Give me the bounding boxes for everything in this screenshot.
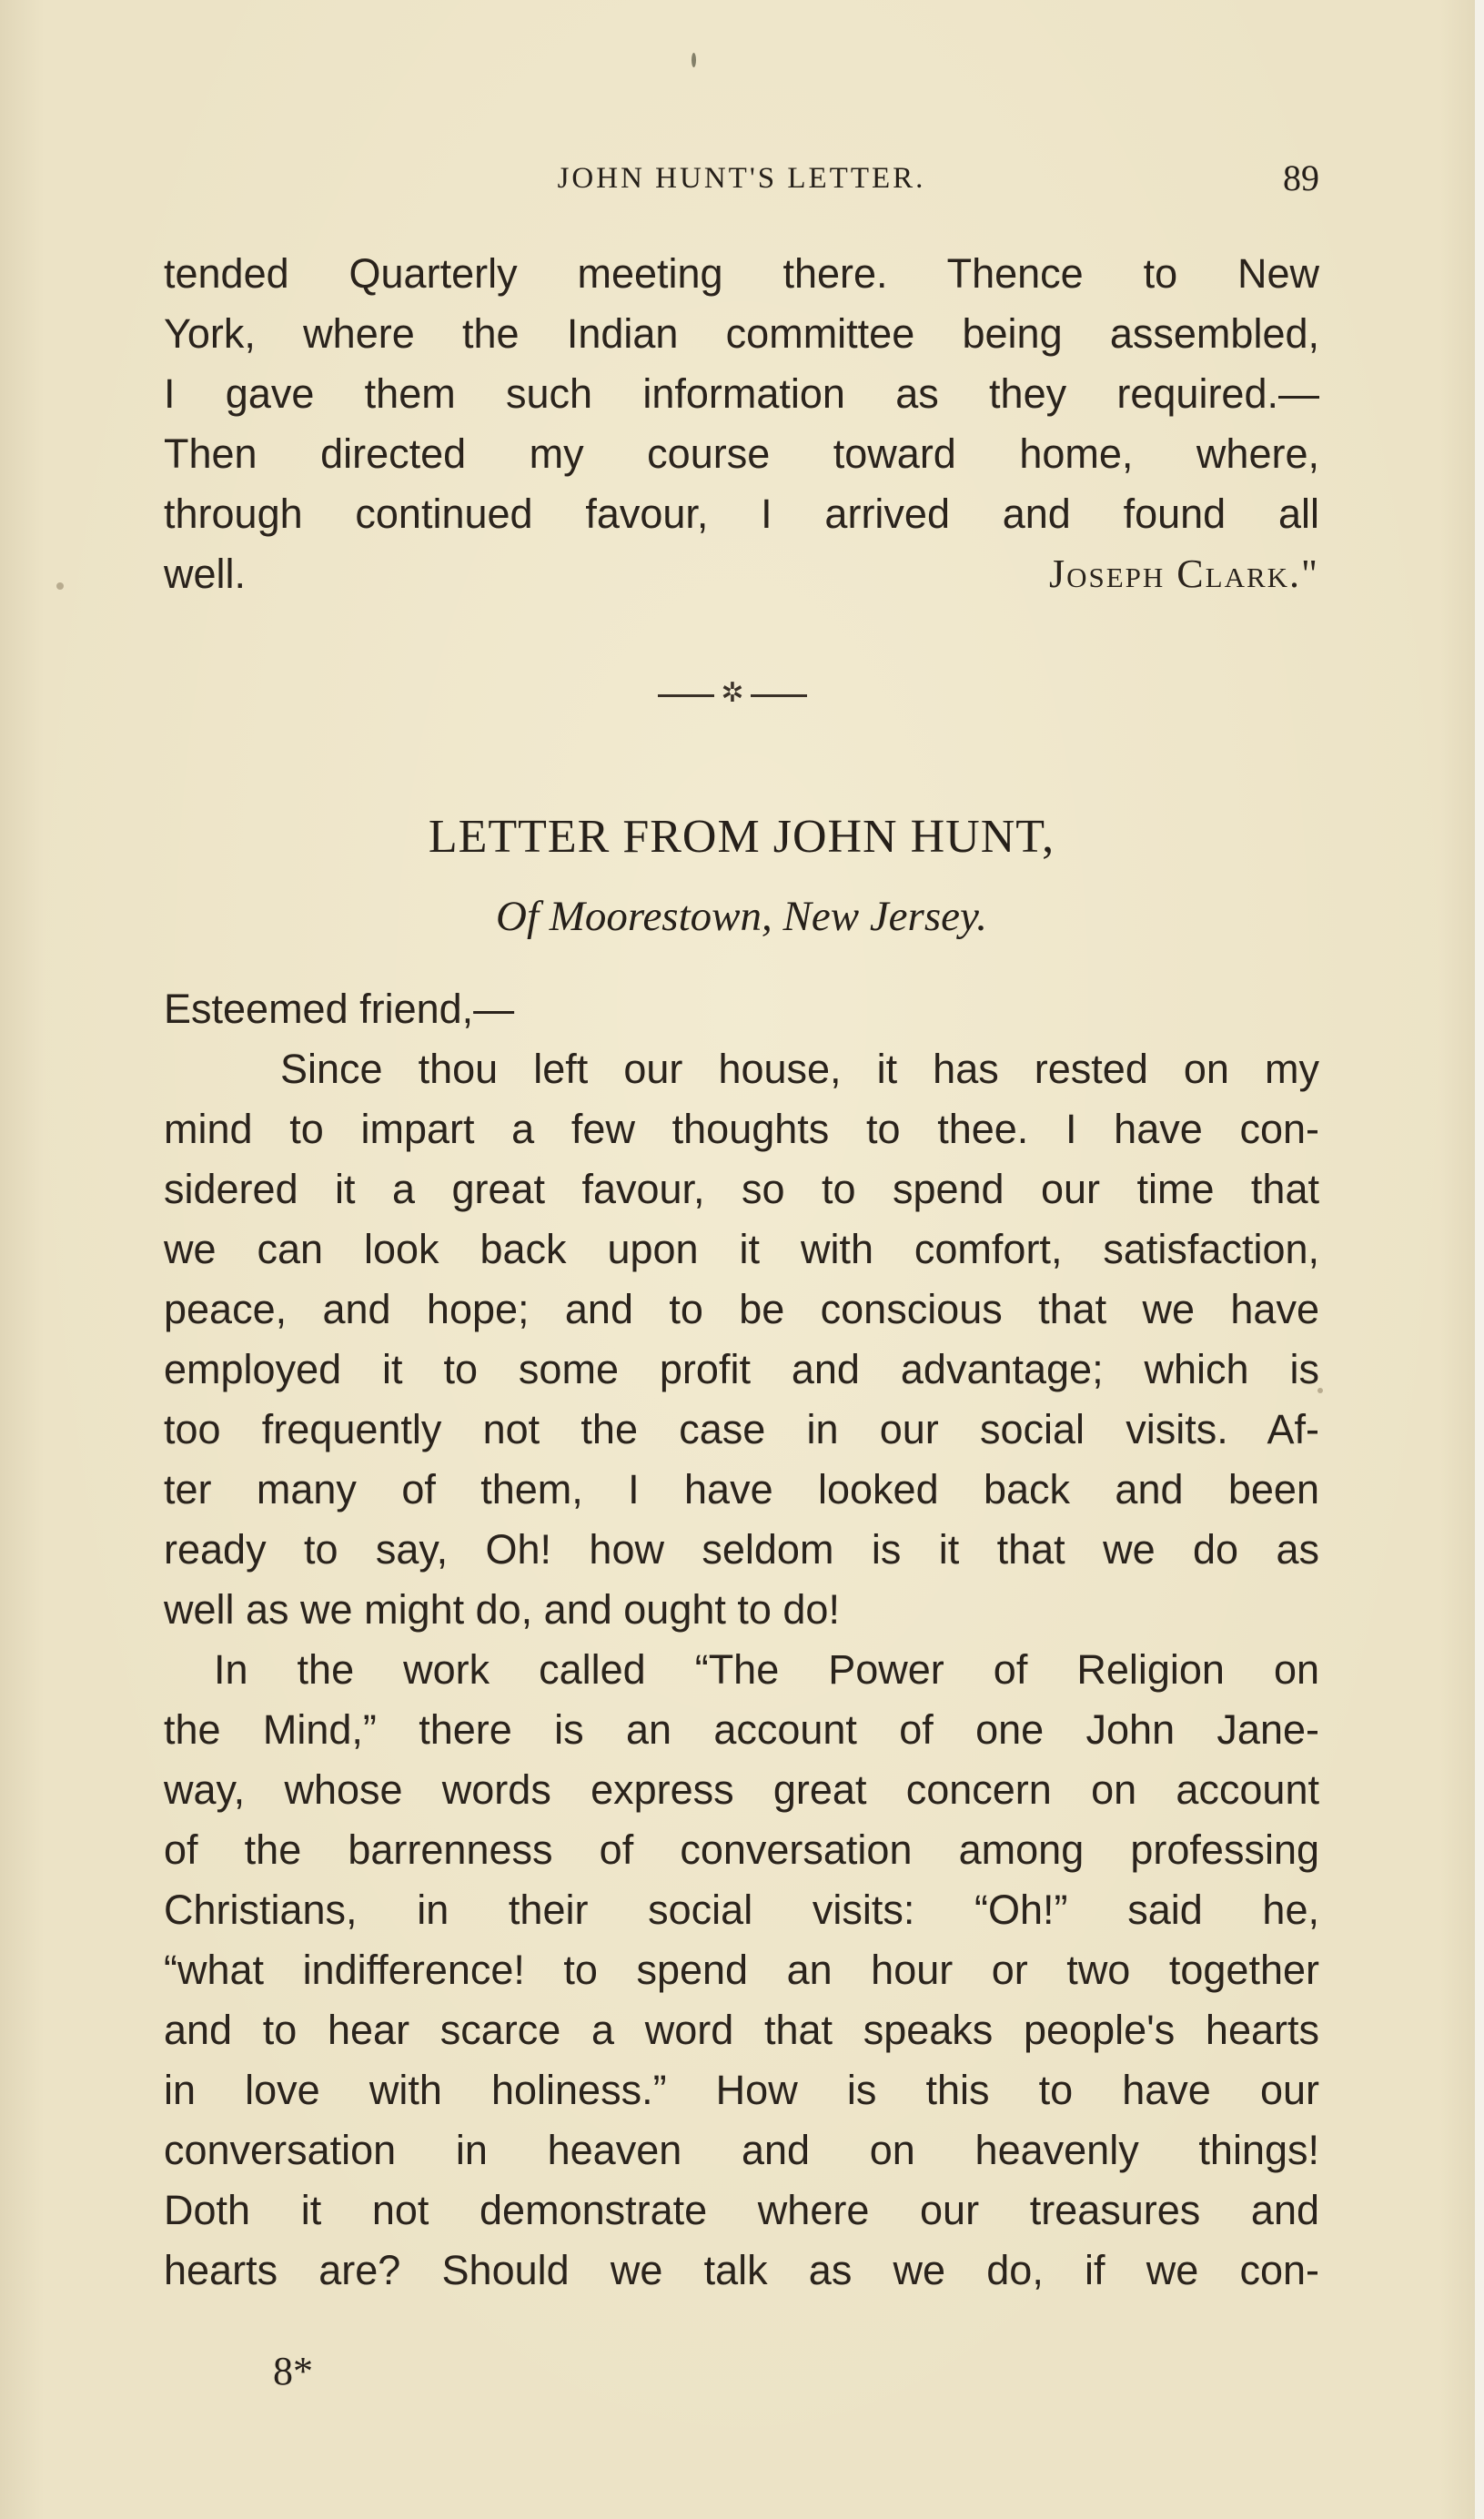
text-line: we can look back upon it with comfort, satisfaction, [164, 1226, 1319, 1272]
text-line: in love with holiness.” How is this to have our [164, 2067, 1319, 2113]
section-ornament [596, 675, 869, 712]
text-line: Then directed my course toward home, where, [164, 430, 1319, 477]
text-line: ready to say, Oh! how seldom is it that we do as [164, 1526, 1319, 1573]
text-line: the Mind,” there is an account of one John Jane- [164, 1706, 1319, 1753]
text-line: York, where the Indian committee being assembled, [164, 310, 1319, 357]
text-line: through continued favour, I arrived and found all [164, 491, 1319, 537]
text-line: Since thou left our house, it has rested on my [280, 1046, 1319, 1092]
text-line: Doth it not demonstrate where our treasures and [164, 2187, 1319, 2233]
signature-mark: 8* [273, 2349, 313, 2393]
text-line: of the barrenness of conversation among professing [164, 1826, 1319, 1873]
ink-speck [56, 582, 64, 590]
signature-joseph-clark: Joseph Clark." [1048, 551, 1319, 596]
text-line: “what indifference! to spend an hour or two together [164, 1947, 1319, 1993]
text-line: tended Quarterly meeting there. Thence to New [164, 250, 1319, 297]
text-line: Christians, in their social visits: “Oh!” said he, [164, 1887, 1319, 1933]
text-line: I gave them such information as they required.— [164, 370, 1319, 417]
ornament-rule-right [751, 694, 807, 697]
text-line: mind to impart a few thoughts to thee. I have con- [164, 1106, 1319, 1152]
letter-body [164, 979, 1319, 2301]
text-line: ter many of them, I have looked back and been [164, 1466, 1319, 1512]
text-line: peace, and hope; and to be conscious that we have [164, 1286, 1319, 1332]
text-line: conversation in heaven and on heavenly things! [164, 2127, 1319, 2173]
letter-title: LETTER FROM JOHN HUNT, [428, 811, 1055, 863]
text-line: hearts are? Should we talk as we do, if we con- [164, 2247, 1319, 2293]
ink-speck [1317, 1388, 1323, 1393]
text-line: too frequently not the case in our social visits. Af- [164, 1406, 1319, 1452]
continued-letter [164, 244, 1319, 604]
text-line: way, whose words express great concern on account [164, 1766, 1319, 1813]
text-line: well as we might do, and ought to do! [164, 1586, 840, 1633]
ink-speck [692, 53, 696, 67]
text-line: and to hear scarce a word that speaks people's hearts [164, 2007, 1319, 2053]
page-edge [1475, 0, 1484, 2519]
text-line: sidered it a great favour, so to spend our time that [164, 1166, 1319, 1212]
running-head: JOHN HUNT'S LETTER. [557, 162, 926, 195]
salutation: Esteemed friend,— [164, 986, 515, 1032]
text-line: In the work called “The Power of Religion on [214, 1646, 1319, 1693]
page-number: 89 [1283, 157, 1319, 198]
ornament-rule-left [658, 694, 714, 697]
text-line: employed it to some profit and advantage; which is [164, 1346, 1319, 1392]
ornament-star-icon: ✲ [721, 678, 744, 708]
letter-subtitle: Of Moorestown, New Jersey. [496, 893, 987, 940]
page-header [164, 157, 1319, 211]
closing-line [164, 544, 1319, 604]
closing-word: well. [164, 551, 247, 597]
